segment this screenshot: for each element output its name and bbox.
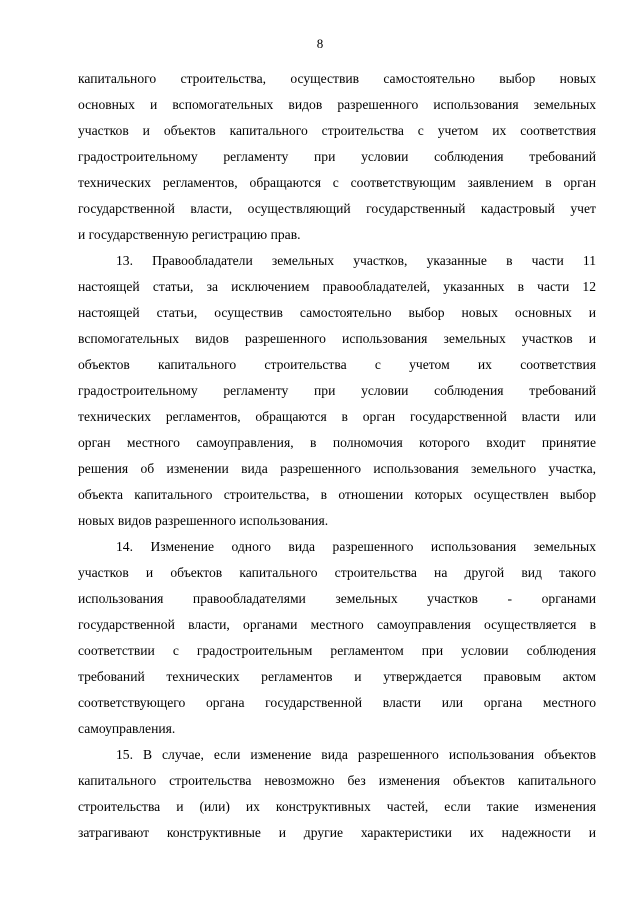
text-line: настоящей статьи, за исключением правообладателей, указанных в части 12 <box>78 279 596 294</box>
paragraph-14-first-line: 14. Изменение одного вида разрешенного использования земельных <box>116 539 596 554</box>
text-line: использования правообладателями земельных участков - органами <box>78 591 596 606</box>
text-line: орган местного самоуправления, в полномочия которого входит принятие <box>78 435 596 450</box>
text-line: затрагивают конструктивные и другие характеристики их надежности и <box>78 825 596 840</box>
text-line: строительства и (или) их конструктивных частей, если такие изменения <box>78 799 596 814</box>
text-line: требований технических регламентов и утверждается правовым актом <box>78 669 596 684</box>
text-line: настоящей статьи, осуществив самостоятельно выбор новых основных и <box>78 305 596 320</box>
text-line: объекта капитального строительства, в отношении которых осуществлен выбор <box>78 487 596 502</box>
text-line: и государственную регистрацию прав. <box>78 227 301 242</box>
text-line: участков и объектов капитального строительства на другой вид такого <box>78 565 596 580</box>
paragraph-13-first-line: 13. Правообладатели земельных участков, указанные в части 11 <box>116 253 596 268</box>
text-line: технических регламентов, обращаются в орган государственной власти или <box>78 409 596 424</box>
text-line: участков и объектов капитального строительства с учетом их соответствия <box>78 123 596 138</box>
text-line: соответствии с градостроительным регламентом при условии соблюдения <box>78 643 596 658</box>
text-line: градостроительному регламенту при условии соблюдения требований <box>78 149 596 164</box>
text-line: самоуправления. <box>78 721 176 736</box>
text-line: новых видов разрешенного использования. <box>78 513 329 528</box>
text-line: государственной власти, органами местного самоуправления осуществляется в <box>78 617 596 632</box>
page-number: 8 <box>316 36 324 51</box>
text-line: капитального строительства, осуществив самостоятельно выбор новых <box>78 71 596 86</box>
text-line: соответствующего органа государственной власти или органа местного <box>78 695 596 710</box>
document-body <box>78 66 596 846</box>
text-line: решения об изменении вида разрешенного использования земельного участка, <box>78 461 596 476</box>
text-line: градостроительному регламенту при условии соблюдения требований <box>78 383 596 398</box>
text-line: основных и вспомогательных видов разрешенного использования земельных <box>78 97 596 112</box>
text-line: государственной власти, осуществляющий государственный кадастровый учет <box>78 201 596 216</box>
text-line: капитального строительства невозможно без изменения объектов капитального <box>78 773 596 788</box>
text-line: технических регламентов, обращаются с соответствующим заявлением в орган <box>78 175 596 190</box>
paragraph-15-first-line: 15. В случае, если изменение вида разрешенного использования объектов <box>116 747 596 762</box>
text-line: вспомогательных видов разрешенного использования земельных участков и <box>78 331 596 346</box>
text-line: объектов капитального строительства с учетом их соответствия <box>78 357 596 372</box>
